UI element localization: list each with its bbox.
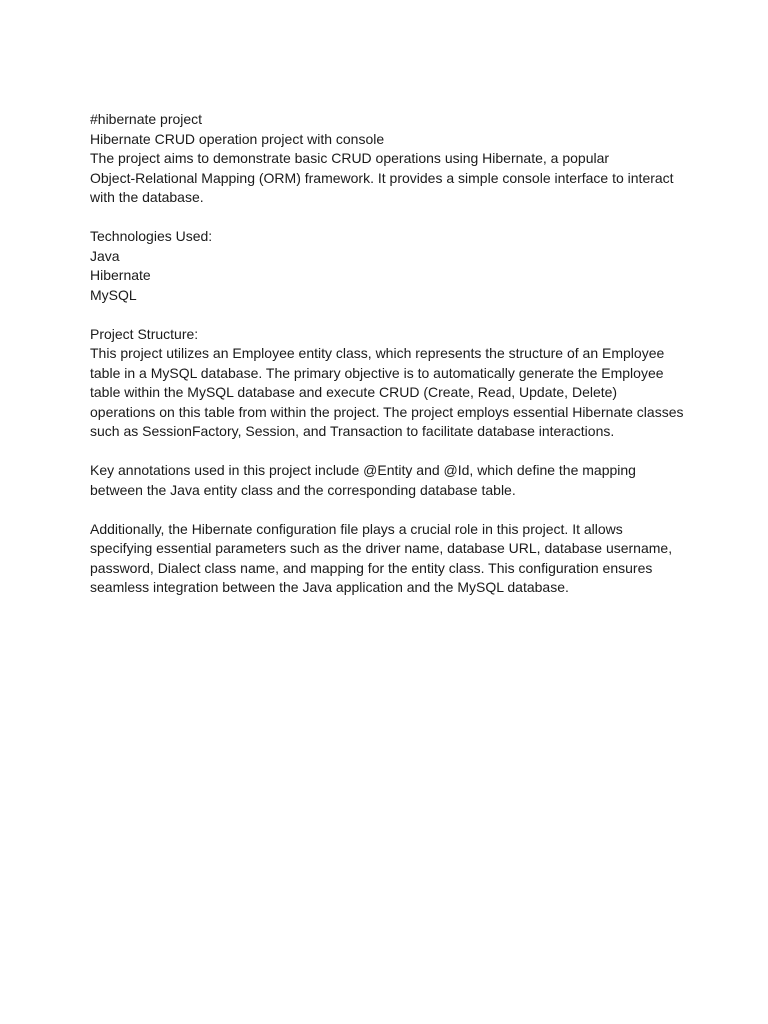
structure-line: such as SessionFactory, Session, and Transaction to facilitate database interactions. <box>90 423 615 439</box>
structure-section <box>90 325 690 442</box>
document-body <box>90 110 690 598</box>
structure-line: operations on this table from within the project. The project employs essential Hibernate classes <box>90 403 684 420</box>
technologies-heading: Technologies Used: <box>90 228 213 244</box>
annotations-paragraph <box>90 461 690 500</box>
paragraph-gap <box>90 305 690 325</box>
annotations-line: Key annotations used in this project include @Entity and @Id, which define the mapping <box>90 462 636 478</box>
intro-line: with the database. <box>90 189 204 205</box>
intro-line: The project aims to demonstrate basic CRUD operations using Hibernate, a popular <box>90 150 610 166</box>
structure-line: This project utilizes an Employee entity class, which represents the structure of an Employee <box>90 345 665 361</box>
project-subtitle: Hibernate CRUD operation project with console <box>90 130 385 147</box>
intro-line: Object-Relational Mapping (ORM) framework. It provides a simple console interface to interact <box>90 169 674 186</box>
config-line: password, Dialect class name, and mapping for the entity class. This configuration ensures <box>90 559 653 576</box>
technologies-section <box>90 227 690 305</box>
configuration-paragraph <box>90 520 690 598</box>
config-line: seamless integration between the Java application and the MySQL database. <box>90 579 569 595</box>
paragraph-gap <box>90 442 690 462</box>
intro-paragraph <box>90 149 690 208</box>
structure-line: table within the MySQL database and execute CRUD (Create, Read, Update, Delete) <box>90 384 618 400</box>
config-line: specifying essential parameters such as the driver name, database URL, database username, <box>90 540 673 556</box>
title-block <box>90 110 690 149</box>
technology-item: Hibernate <box>90 267 151 283</box>
hashtag-title: #hibernate project <box>90 111 203 127</box>
config-line: Additionally, the Hibernate configuration file plays a crucial role in this project. It allows <box>90 520 623 537</box>
technology-item: MySQL <box>90 286 137 303</box>
annotations-line: between the Java entity class and the corresponding database table. <box>90 481 516 498</box>
technology-item: Java <box>90 247 120 264</box>
structure-heading: Project Structure: <box>90 325 199 342</box>
paragraph-gap <box>90 500 690 520</box>
paragraph-gap <box>90 208 690 228</box>
structure-line: table in a MySQL database. The primary objective is to automatically generate the Employee <box>90 364 664 381</box>
